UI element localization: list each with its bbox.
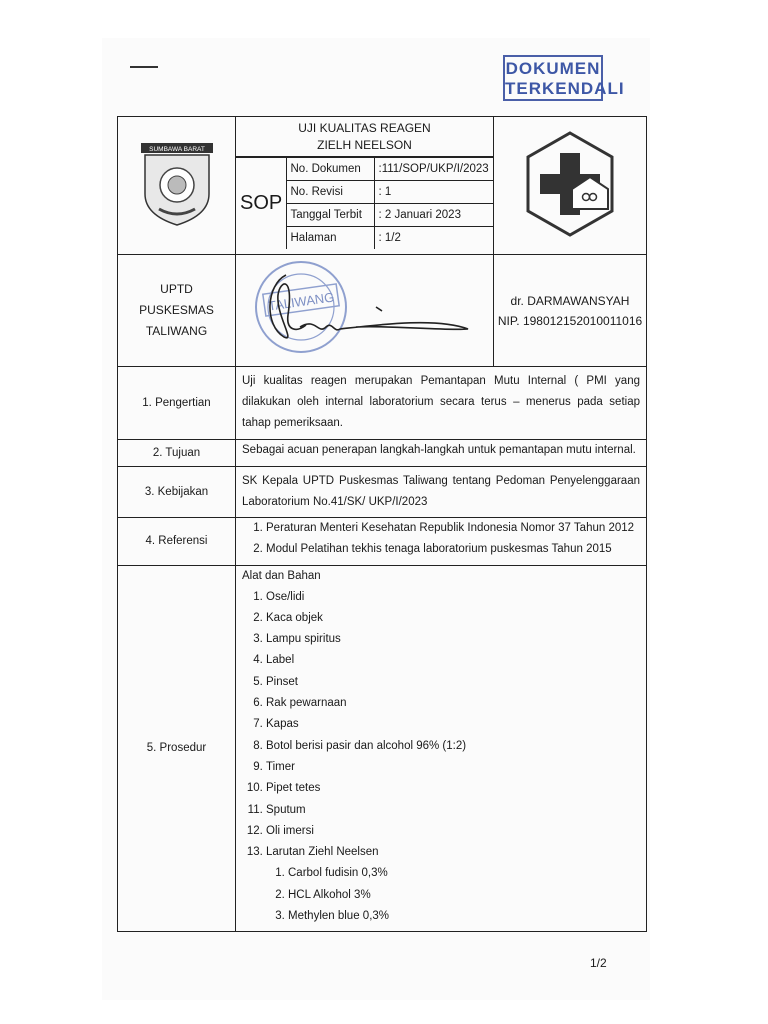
controlled-document-stamp [503, 55, 625, 101]
meta-label-date: Tanggal Terbit [286, 204, 374, 227]
procedure-item: 11. Sputum [266, 800, 640, 821]
procedure-item: 3. Lampu spiritus [266, 629, 640, 650]
sop-label: SOP [236, 158, 286, 250]
dash-mark [130, 66, 158, 68]
doc-meta-table [236, 157, 493, 249]
official-seal-and-signature [236, 255, 494, 367]
section-text-kebijakan: SK Kepala UPTD Puskesmas Taliwang tentang Pedoman Penyelenggaraan Laboratorium No.41/SK/ UKP/I/2023 [236, 467, 647, 518]
section-label-tujuan: 2. Tujuan [118, 440, 236, 467]
meta-value-rev: : 1 [374, 181, 493, 204]
section-list-referensi [236, 518, 647, 566]
procedure-subitem: 3. Methylen blue 0,3% [288, 906, 640, 927]
procedure-item: 1. Ose/lidi [266, 587, 640, 608]
section-text-tujuan: Sebagai acuan penerapan langkah-langkah untuk pemantapan mutu internal. [236, 440, 647, 467]
signer-cell [494, 255, 647, 367]
section-label-referensi: 4. Referensi [118, 518, 236, 566]
procedure-item: 10. Pipet tetes [266, 778, 640, 799]
logo-text: SUMBAWA BARAT [148, 146, 205, 153]
reference-item: 1. Peraturan Menteri Kesehatan Republik Indonesia Nomor 37 Tahun 2012 [266, 518, 640, 539]
procedure-item: 9. Timer [266, 757, 640, 778]
signer-nip: NIP. 198012152010011016 [497, 313, 643, 328]
org-line-1: UPTD [160, 282, 193, 296]
signature-cell [236, 255, 494, 367]
meta-value-doc: :111/SOP/UKP/I/2023 [374, 158, 493, 181]
section-list-prosedur [236, 565, 647, 932]
seal-text: TALIWANG [267, 289, 336, 314]
section-label-prosedur: 5. Prosedur [118, 565, 236, 932]
procedure-subitem: 2. HCL Alkohol 3% [288, 885, 640, 906]
org-line-3: TALIWANG [145, 324, 208, 338]
puskesmas-logo-icon [520, 129, 620, 239]
section-label-pengertian: 1. Pengertian [118, 367, 236, 440]
title-line-2: ZIELH NEELSON [317, 138, 412, 152]
section-label-kebijakan: 3. Kebijakan [118, 467, 236, 518]
procedure-item: 5. Pinset [266, 672, 640, 693]
org-name-cell [118, 255, 236, 367]
procedure-item: 2. Kaca objek [266, 608, 640, 629]
meta-label-rev: No. Revisi [286, 181, 374, 204]
meta-label-page: Halaman [286, 227, 374, 250]
title-cell [236, 117, 494, 255]
meta-value-page: : 1/2 [374, 227, 493, 250]
page-number: 1/2 [590, 956, 607, 970]
signer-name: dr. DARMAWANSYAH [510, 293, 630, 308]
regency-logo-cell [118, 117, 236, 255]
title-line-1: UJI KUALITAS REAGEN [298, 121, 431, 135]
procedure-subitem: 1. Carbol fudisin 0,3% [288, 863, 640, 884]
procedure-item: 7. Kapas [266, 714, 640, 735]
procedure-item: 4. Label [266, 650, 640, 671]
procedure-item: 8. Botol berisi pasir dan alcohol 96% (1:2) [266, 736, 640, 757]
procedure-item: 12. Oli imersi [266, 821, 640, 842]
meta-value-date: : 2 Januari 2023 [374, 204, 493, 227]
meta-label-doc: No. Dokumen [286, 158, 374, 181]
stamp-line-2: TERKENDALI [505, 79, 625, 98]
puskesmas-logo-cell [494, 117, 647, 255]
sop-table [117, 116, 647, 932]
document-title [236, 117, 493, 157]
regency-emblem-icon [137, 139, 217, 229]
org-line-2: PUSKESMAS [139, 303, 214, 317]
procedure-item: 13. Larutan Ziehl Neelsen [266, 842, 640, 863]
section-text-pengertian: Uji kualitas reagen merupakan Pemantapan Mutu Internal ( PMI yang dilakukan oleh internal laboratorium secara terus – menerus pada setiap tahap pemeriksaan. [236, 367, 647, 440]
procedure-heading: Alat dan Bahan [242, 569, 321, 582]
procedure-item: 6. Rak pewarnaan [266, 693, 640, 714]
reference-item: 2. Modul Pelatihan tekhis tenaga laboratorium puskesmas Tahun 2015 [266, 539, 640, 560]
stamp-line-1: DOKUMEN [505, 59, 601, 78]
